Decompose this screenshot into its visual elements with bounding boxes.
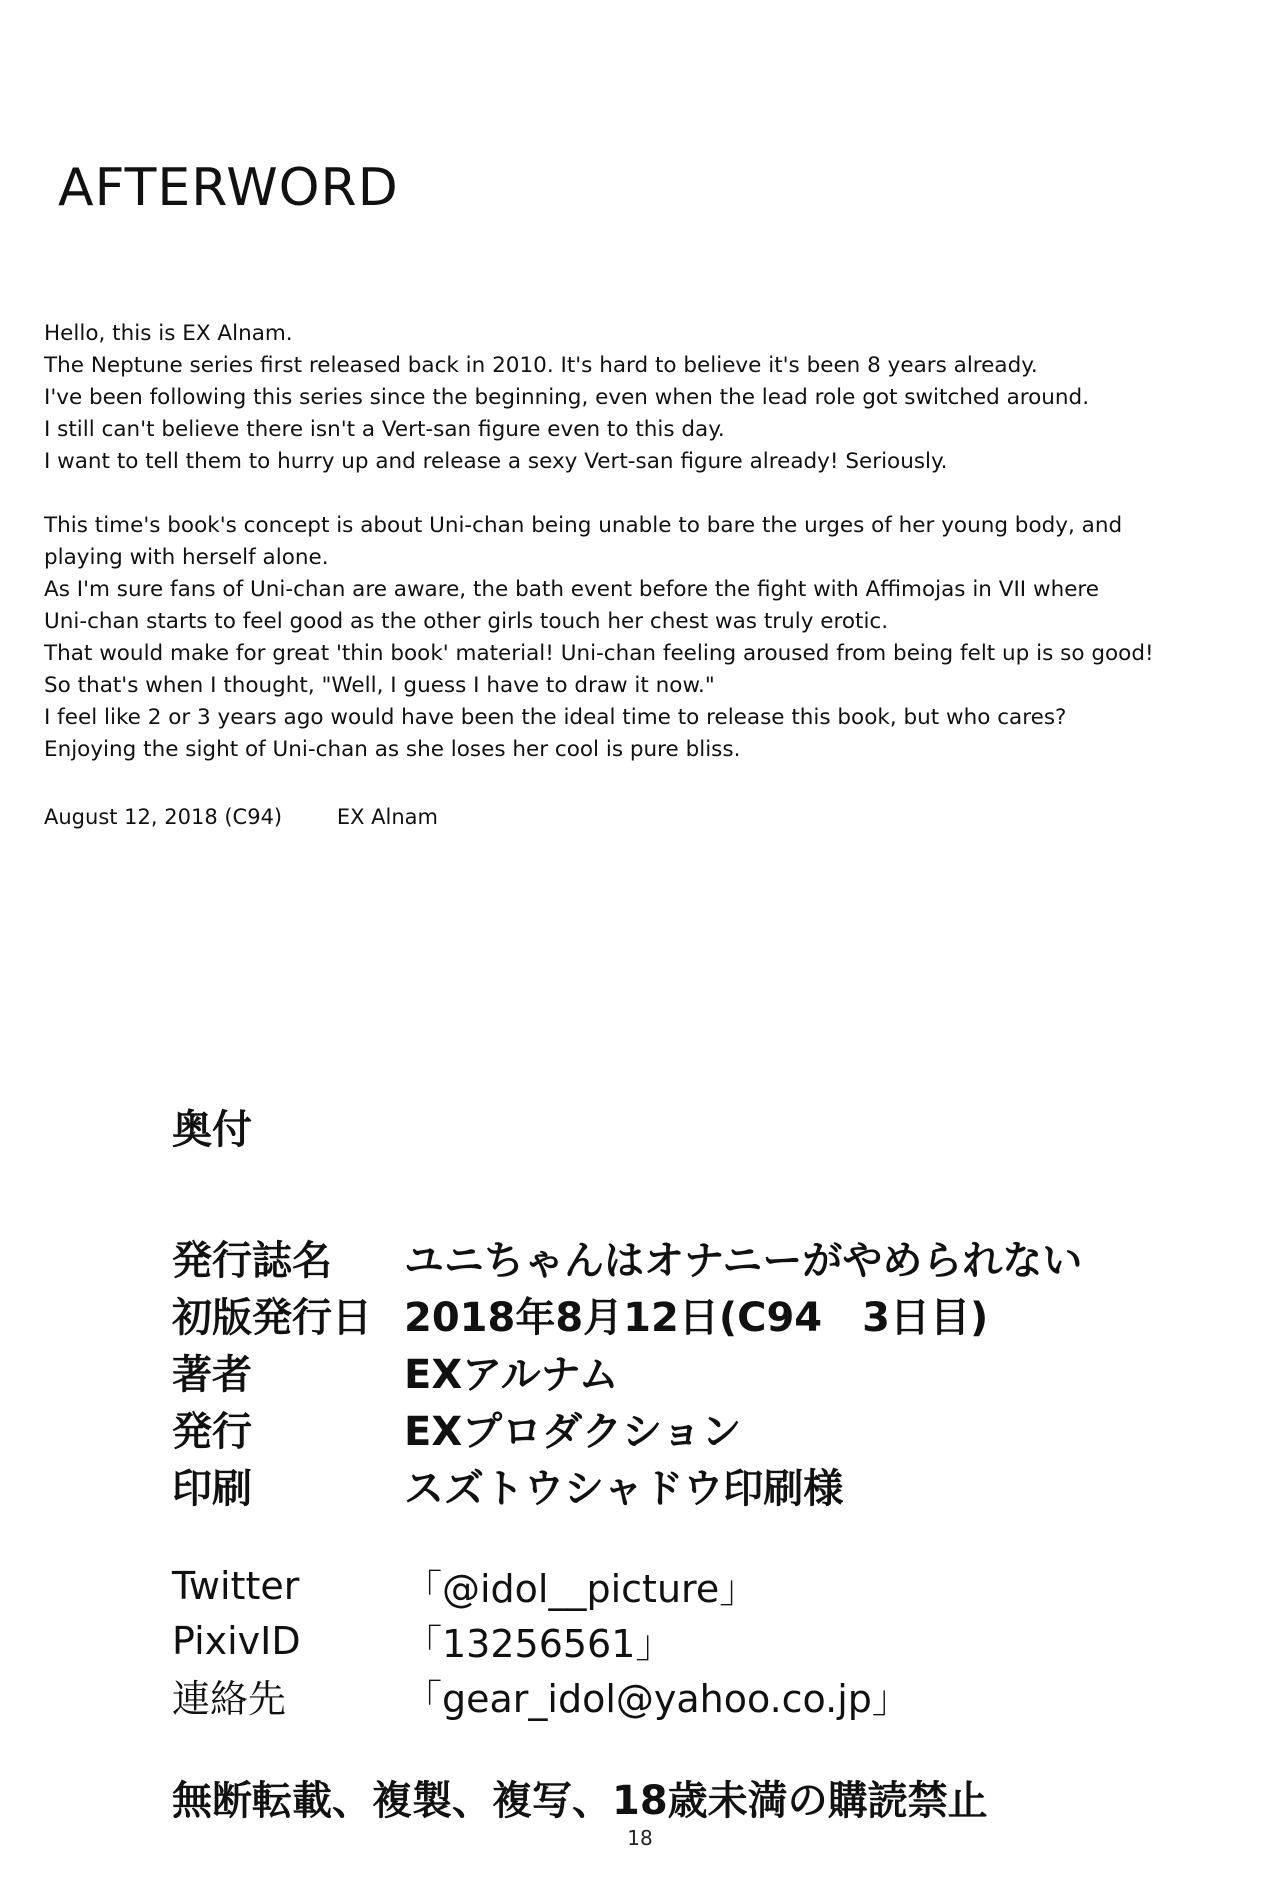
info-label: 発行 <box>172 1409 252 1455</box>
afterword-line: playing with herself alone. <box>44 545 329 570</box>
contact-info-table <box>172 1558 910 1723</box>
afterword-line: As I'm sure fans of Uni-chan are aware, the bath event before the fight with Affimojas in VII where <box>44 577 1100 602</box>
info-row <box>172 1400 1082 1457</box>
contact-row <box>172 1668 910 1723</box>
afterword-line: Enjoying the sight of Uni-chan as she loses her cool is pure bliss. <box>44 737 741 762</box>
contact-value: 「gear_idol@yahoo.co.jp」 <box>404 1677 910 1721</box>
afterword-line: I've been following this series since the beginning, even when the lead role got switched around. <box>44 385 1090 410</box>
info-value: ユニちゃんはオナニーがやめられない <box>404 1238 1083 1284</box>
info-row <box>172 1343 1082 1400</box>
afterword-line: That would make for great 'thin book' material! Uni-chan feeling aroused from being felt up is so good! <box>44 641 1154 666</box>
signoff-author: EX Alnam <box>336 805 438 829</box>
afterword-line: So that's when I thought, "Well, I guess I have to draw it now." <box>44 673 715 698</box>
afterword-line: Uni-chan starts to feel good as the other girls touch her chest was truly erotic. <box>44 609 889 634</box>
contact-row <box>172 1558 910 1613</box>
publication-info-table <box>172 1229 1082 1514</box>
info-value: 2018年8月12日(C94 3日目) <box>404 1295 989 1341</box>
colophon <box>172 1098 1082 1826</box>
afterword-line: This time's book's concept is about Uni-chan being unable to bare the urges of her young body, and <box>44 513 1123 538</box>
page-number: 18 <box>627 1826 653 1850</box>
info-row <box>172 1229 1082 1286</box>
info-label: 著者 <box>172 1352 252 1398</box>
contact-value: 「13256561」 <box>404 1622 674 1666</box>
afterword-line: Hello, this is EX Alnam. <box>44 321 293 346</box>
copyright-notice: 無断転載、複製、複写、18歳未満の購読禁止 <box>172 1778 988 1824</box>
info-value: EXプロダクション <box>404 1409 742 1455</box>
info-value: EXアルナム <box>404 1352 619 1398</box>
contact-label: PixivID <box>172 1618 301 1663</box>
paragraph-gap <box>44 478 1264 510</box>
signoff-date: August 12, 2018 (C94) <box>44 805 283 829</box>
contact-label: 連絡先 <box>172 1677 287 1721</box>
afterword-line: I still can't believe there isn't a Vert-san figure even to this day. <box>44 417 725 442</box>
info-row <box>172 1457 1082 1514</box>
info-row <box>172 1286 1082 1343</box>
info-value: スズトウシャドウ印刷様 <box>404 1466 844 1512</box>
contact-row <box>172 1613 910 1668</box>
afterword-line: I feel like 2 or 3 years ago would have been the ideal time to release this book, but who cares? <box>44 705 1067 730</box>
afterword-signoff <box>44 805 438 829</box>
contact-label: Twitter <box>172 1563 300 1608</box>
afterword-title: AFTERWORD <box>58 158 399 218</box>
colophon-heading: 奥付 <box>172 1107 252 1153</box>
info-label: 発行誌名 <box>172 1238 332 1284</box>
info-label: 初版発行日 <box>172 1295 372 1341</box>
afterword-line: I want to tell them to hurry up and release a sexy Vert-san figure already! Seriously. <box>44 449 948 474</box>
info-label: 印刷 <box>172 1466 252 1512</box>
afterword-body <box>44 318 1264 766</box>
contact-value: 「@idol__picture」 <box>404 1567 758 1611</box>
afterword-line: The Neptune series first released back in 2010. It's hard to believe it's been 8 years already. <box>44 353 1038 378</box>
